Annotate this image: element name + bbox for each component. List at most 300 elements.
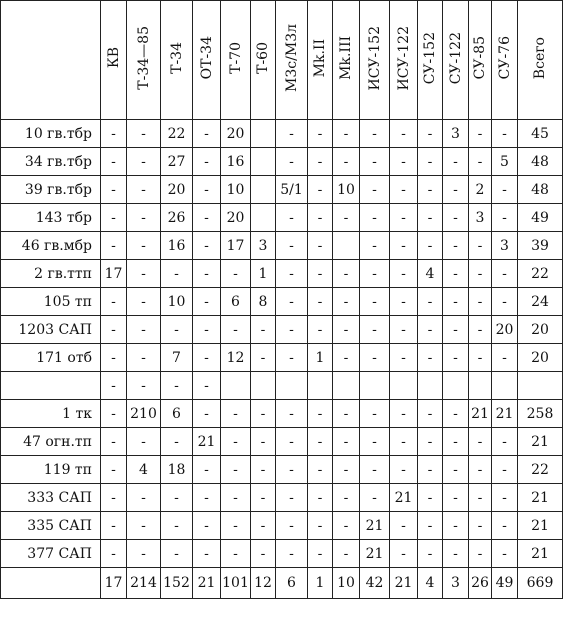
value-cell: - bbox=[276, 428, 308, 456]
value-cell: - bbox=[276, 232, 308, 260]
column-header bbox=[390, 1, 418, 120]
value-cell: - bbox=[308, 484, 333, 512]
value-cell: 4 bbox=[127, 456, 161, 484]
table-row bbox=[1, 148, 563, 176]
value-cell: 21 bbox=[360, 540, 390, 568]
total-cell: 42 bbox=[360, 568, 390, 599]
value-cell: - bbox=[221, 484, 251, 512]
unit-name-cell: 46 гв.мбр bbox=[1, 232, 101, 260]
column-header-label: Mk.II bbox=[312, 38, 328, 78]
value-cell: - bbox=[390, 512, 418, 540]
column-header-label: КВ bbox=[105, 47, 122, 69]
column-header bbox=[308, 1, 333, 120]
value-cell: 20 bbox=[221, 120, 251, 148]
value-cell: - bbox=[221, 456, 251, 484]
value-cell: - bbox=[418, 288, 443, 316]
value-cell: - bbox=[276, 512, 308, 540]
value-cell: - bbox=[443, 484, 469, 512]
table-row bbox=[1, 484, 563, 512]
unit-name-cell: 47 огн.тп bbox=[1, 428, 101, 456]
value-cell: 21 bbox=[492, 400, 518, 428]
value-cell: - bbox=[127, 288, 161, 316]
column-header-label: Т-60 bbox=[255, 42, 271, 74]
value-cell bbox=[251, 120, 276, 148]
value-cell: - bbox=[360, 176, 390, 204]
value-cell: - bbox=[276, 204, 308, 232]
value-cell: - bbox=[127, 148, 161, 176]
total-cell: 101 bbox=[221, 568, 251, 599]
value-cell: - bbox=[161, 260, 193, 288]
value-cell: - bbox=[443, 428, 469, 456]
value-cell: - bbox=[193, 232, 221, 260]
value-cell: - bbox=[360, 316, 390, 344]
table-row bbox=[1, 456, 563, 484]
value-cell: 6 bbox=[161, 400, 193, 428]
value-cell: - bbox=[127, 260, 161, 288]
value-cell: - bbox=[308, 540, 333, 568]
value-cell bbox=[443, 372, 469, 400]
value-cell: - bbox=[333, 400, 360, 428]
value-cell: - bbox=[390, 260, 418, 288]
value-cell: - bbox=[276, 456, 308, 484]
value-cell: - bbox=[469, 120, 492, 148]
value-cell: - bbox=[193, 288, 221, 316]
value-cell bbox=[251, 148, 276, 176]
value-cell bbox=[276, 372, 308, 400]
value-cell: 21 bbox=[518, 428, 563, 456]
table-row bbox=[1, 232, 563, 260]
value-cell: - bbox=[193, 120, 221, 148]
value-cell: - bbox=[390, 120, 418, 148]
value-cell: - bbox=[360, 428, 390, 456]
value-cell: - bbox=[418, 316, 443, 344]
value-cell: - bbox=[251, 316, 276, 344]
value-cell: - bbox=[443, 288, 469, 316]
value-cell: - bbox=[101, 288, 127, 316]
value-cell: 10 bbox=[221, 176, 251, 204]
value-cell: - bbox=[333, 344, 360, 372]
value-cell: - bbox=[360, 484, 390, 512]
column-header-label: Т-34—85 bbox=[135, 26, 152, 90]
total-cell: 4 bbox=[418, 568, 443, 599]
table-row bbox=[1, 204, 563, 232]
value-cell: - bbox=[492, 120, 518, 148]
total-cell: 26 bbox=[469, 568, 492, 599]
value-cell: 20 bbox=[161, 176, 193, 204]
column-header bbox=[193, 1, 221, 120]
value-cell: - bbox=[360, 148, 390, 176]
value-cell: 24 bbox=[518, 288, 563, 316]
value-cell: - bbox=[193, 344, 221, 372]
value-cell: - bbox=[333, 456, 360, 484]
value-cell: 20 bbox=[221, 204, 251, 232]
column-header-label: СУ-76 bbox=[496, 36, 513, 80]
value-cell bbox=[308, 372, 333, 400]
value-cell: - bbox=[333, 260, 360, 288]
value-cell bbox=[251, 176, 276, 204]
table-row bbox=[1, 120, 563, 148]
value-cell: 10 bbox=[161, 288, 193, 316]
value-cell: 22 bbox=[161, 120, 193, 148]
value-cell: - bbox=[418, 400, 443, 428]
value-cell: 8 bbox=[251, 288, 276, 316]
total-cell: 21 bbox=[390, 568, 418, 599]
value-cell: - bbox=[101, 484, 127, 512]
value-cell: - bbox=[469, 428, 492, 456]
totals-row bbox=[1, 568, 563, 599]
column-header-label: СУ-85 bbox=[472, 36, 488, 80]
unit-name-cell: 171 отб bbox=[1, 344, 101, 372]
value-cell bbox=[469, 372, 492, 400]
value-cell: - bbox=[469, 344, 492, 372]
value-cell: - bbox=[443, 204, 469, 232]
value-cell: - bbox=[360, 232, 390, 260]
column-header-label: Mk.III bbox=[338, 36, 354, 80]
value-cell: - bbox=[469, 540, 492, 568]
value-cell: - bbox=[418, 232, 443, 260]
value-cell: - bbox=[127, 512, 161, 540]
value-cell: 5 bbox=[492, 148, 518, 176]
value-cell bbox=[360, 372, 390, 400]
value-cell: - bbox=[360, 456, 390, 484]
value-cell: 3 bbox=[469, 204, 492, 232]
column-header bbox=[333, 1, 360, 120]
value-cell: 26 bbox=[161, 204, 193, 232]
value-cell: 7 bbox=[161, 344, 193, 372]
unit-name-cell: 119 тп bbox=[1, 456, 101, 484]
total-cell: 669 bbox=[518, 568, 563, 599]
value-cell: - bbox=[127, 344, 161, 372]
value-cell: - bbox=[127, 484, 161, 512]
value-cell: - bbox=[492, 456, 518, 484]
value-cell: - bbox=[101, 400, 127, 428]
value-cell: 2 bbox=[469, 176, 492, 204]
value-cell: - bbox=[193, 204, 221, 232]
column-header bbox=[492, 1, 518, 120]
value-cell: - bbox=[221, 316, 251, 344]
value-cell: - bbox=[360, 204, 390, 232]
table-row bbox=[1, 540, 563, 568]
value-cell: - bbox=[492, 484, 518, 512]
value-cell: - bbox=[418, 204, 443, 232]
value-cell: - bbox=[276, 400, 308, 428]
value-cell: 3 bbox=[492, 232, 518, 260]
column-header-label: ИСУ-122 bbox=[395, 25, 412, 91]
column-header bbox=[161, 1, 193, 120]
value-cell: - bbox=[333, 148, 360, 176]
value-cell: 5/1 bbox=[276, 176, 308, 204]
value-cell: - bbox=[193, 540, 221, 568]
value-cell: - bbox=[276, 344, 308, 372]
table-body bbox=[1, 120, 563, 599]
total-cell: 214 bbox=[127, 568, 161, 599]
unit-name-cell: 143 тбр bbox=[1, 204, 101, 232]
value-cell: - bbox=[333, 288, 360, 316]
value-cell: 45 bbox=[518, 120, 563, 148]
value-cell: - bbox=[101, 372, 127, 400]
table-row bbox=[1, 176, 563, 204]
value-cell: - bbox=[101, 456, 127, 484]
value-cell: - bbox=[101, 540, 127, 568]
value-cell: 18 bbox=[161, 456, 193, 484]
value-cell: - bbox=[221, 260, 251, 288]
value-cell: - bbox=[443, 316, 469, 344]
value-cell bbox=[251, 204, 276, 232]
value-cell: - bbox=[443, 260, 469, 288]
value-cell: - bbox=[333, 512, 360, 540]
column-header-label: Т-70 bbox=[227, 42, 244, 74]
value-cell: - bbox=[161, 316, 193, 344]
value-cell: 49 bbox=[518, 204, 563, 232]
table-row bbox=[1, 400, 563, 428]
value-cell: - bbox=[161, 428, 193, 456]
value-cell: - bbox=[443, 176, 469, 204]
unit-name-cell: 1 тк bbox=[1, 400, 101, 428]
value-cell: 21 bbox=[518, 540, 563, 568]
value-cell: 1 bbox=[308, 344, 333, 372]
value-cell: - bbox=[308, 148, 333, 176]
value-cell: - bbox=[127, 428, 161, 456]
value-cell: - bbox=[390, 540, 418, 568]
value-cell: - bbox=[127, 176, 161, 204]
column-header-label: СУ-122 bbox=[447, 31, 464, 85]
value-cell: - bbox=[276, 484, 308, 512]
value-cell: - bbox=[276, 316, 308, 344]
value-cell: - bbox=[443, 540, 469, 568]
unit-name-cell: 335 САП bbox=[1, 512, 101, 540]
value-cell: - bbox=[469, 148, 492, 176]
value-cell: - bbox=[221, 540, 251, 568]
value-cell: - bbox=[221, 428, 251, 456]
value-cell: - bbox=[390, 316, 418, 344]
table-row bbox=[1, 288, 563, 316]
value-cell: - bbox=[333, 540, 360, 568]
value-cell: 39 bbox=[518, 232, 563, 260]
value-cell: - bbox=[251, 512, 276, 540]
value-cell: - bbox=[101, 344, 127, 372]
header-row bbox=[1, 1, 563, 120]
value-cell: - bbox=[308, 176, 333, 204]
total-cell: 10 bbox=[333, 568, 360, 599]
value-cell: - bbox=[101, 428, 127, 456]
value-cell: 21 bbox=[390, 484, 418, 512]
value-cell: - bbox=[193, 176, 221, 204]
value-cell: - bbox=[221, 400, 251, 428]
unit-name-cell: 39 гв.тбр bbox=[1, 176, 101, 204]
value-cell: - bbox=[333, 316, 360, 344]
value-cell: - bbox=[101, 120, 127, 148]
value-cell: - bbox=[418, 148, 443, 176]
value-cell bbox=[333, 372, 360, 400]
value-cell: - bbox=[308, 204, 333, 232]
value-cell: - bbox=[469, 260, 492, 288]
value-cell: - bbox=[193, 372, 221, 400]
value-cell: - bbox=[390, 428, 418, 456]
unit-name-cell: 34 гв.тбр bbox=[1, 148, 101, 176]
table-row bbox=[1, 372, 563, 400]
value-cell: 10 bbox=[333, 176, 360, 204]
total-cell: 1 bbox=[308, 568, 333, 599]
column-header-label: ОТ-34 bbox=[198, 36, 215, 80]
value-cell: - bbox=[492, 540, 518, 568]
column-header bbox=[443, 1, 469, 120]
value-cell: - bbox=[492, 176, 518, 204]
total-cell: 17 bbox=[101, 568, 127, 599]
column-header-label: СУ-152 bbox=[422, 31, 438, 85]
value-cell: - bbox=[443, 456, 469, 484]
value-cell: - bbox=[308, 456, 333, 484]
value-cell: - bbox=[193, 456, 221, 484]
unit-name-cell: 377 САП bbox=[1, 540, 101, 568]
value-cell: - bbox=[418, 540, 443, 568]
value-cell: - bbox=[469, 456, 492, 484]
value-cell: - bbox=[161, 512, 193, 540]
value-cell: - bbox=[276, 260, 308, 288]
value-cell: - bbox=[193, 260, 221, 288]
value-cell: - bbox=[276, 120, 308, 148]
value-cell: - bbox=[469, 232, 492, 260]
value-cell: 3 bbox=[443, 120, 469, 148]
column-header bbox=[251, 1, 276, 120]
value-cell: - bbox=[390, 176, 418, 204]
table-row bbox=[1, 260, 563, 288]
value-cell: - bbox=[308, 512, 333, 540]
value-cell: - bbox=[127, 372, 161, 400]
value-cell: - bbox=[469, 316, 492, 344]
value-cell: 21 bbox=[360, 512, 390, 540]
value-cell: 21 bbox=[193, 428, 221, 456]
value-cell: - bbox=[127, 316, 161, 344]
value-cell: - bbox=[469, 288, 492, 316]
value-cell: - bbox=[101, 148, 127, 176]
value-cell: - bbox=[221, 512, 251, 540]
value-cell: 22 bbox=[518, 260, 563, 288]
value-cell: 4 bbox=[418, 260, 443, 288]
value-cell: - bbox=[418, 484, 443, 512]
value-cell: - bbox=[360, 344, 390, 372]
column-header bbox=[469, 1, 492, 120]
value-cell: 27 bbox=[161, 148, 193, 176]
value-cell: - bbox=[492, 204, 518, 232]
column-header bbox=[101, 1, 127, 120]
column-header-label: М3с/М3л bbox=[283, 24, 300, 92]
value-cell: - bbox=[127, 232, 161, 260]
value-cell: - bbox=[333, 484, 360, 512]
column-header bbox=[518, 1, 563, 120]
value-cell: - bbox=[469, 512, 492, 540]
value-cell: 20 bbox=[518, 316, 563, 344]
value-cell: - bbox=[308, 232, 333, 260]
value-cell: - bbox=[443, 400, 469, 428]
column-header-label: Т-34 bbox=[168, 42, 185, 74]
value-cell: - bbox=[492, 260, 518, 288]
value-cell: - bbox=[390, 288, 418, 316]
value-cell: - bbox=[101, 232, 127, 260]
value-cell: - bbox=[101, 316, 127, 344]
value-cell: - bbox=[492, 512, 518, 540]
value-cell: - bbox=[443, 148, 469, 176]
value-cell: 1 bbox=[251, 260, 276, 288]
value-cell: - bbox=[127, 204, 161, 232]
value-cell: - bbox=[418, 120, 443, 148]
value-cell bbox=[418, 372, 443, 400]
value-cell: - bbox=[276, 540, 308, 568]
total-cell: 152 bbox=[161, 568, 193, 599]
table-row bbox=[1, 344, 563, 372]
value-cell: - bbox=[360, 400, 390, 428]
value-cell: - bbox=[390, 148, 418, 176]
value-cell: - bbox=[193, 400, 221, 428]
column-header-label: ИСУ-152 bbox=[366, 25, 383, 91]
column-header bbox=[360, 1, 390, 120]
value-cell: - bbox=[127, 540, 161, 568]
value-cell: - bbox=[418, 456, 443, 484]
value-cell: 6 bbox=[221, 288, 251, 316]
value-cell: - bbox=[443, 512, 469, 540]
value-cell: - bbox=[308, 316, 333, 344]
value-cell: - bbox=[101, 512, 127, 540]
value-cell: - bbox=[390, 232, 418, 260]
value-cell: - bbox=[333, 120, 360, 148]
value-cell: - bbox=[251, 456, 276, 484]
value-cell bbox=[333, 232, 360, 260]
unit-name-cell: 333 САП bbox=[1, 484, 101, 512]
value-cell: - bbox=[127, 120, 161, 148]
value-cell: - bbox=[418, 176, 443, 204]
value-cell: 17 bbox=[101, 260, 127, 288]
value-cell: - bbox=[390, 344, 418, 372]
value-cell: - bbox=[390, 204, 418, 232]
value-cell: - bbox=[418, 344, 443, 372]
value-cell: - bbox=[360, 260, 390, 288]
value-cell: - bbox=[276, 288, 308, 316]
value-cell: 48 bbox=[518, 176, 563, 204]
value-cell: - bbox=[308, 288, 333, 316]
value-cell: - bbox=[443, 344, 469, 372]
value-cell: 12 bbox=[221, 344, 251, 372]
value-cell: - bbox=[443, 232, 469, 260]
value-cell: - bbox=[161, 484, 193, 512]
value-cell: - bbox=[308, 428, 333, 456]
value-cell: 20 bbox=[492, 316, 518, 344]
value-cell: - bbox=[469, 484, 492, 512]
unit-name-cell: 2 гв.ттп bbox=[1, 260, 101, 288]
totals-label-cell bbox=[1, 568, 101, 599]
column-header bbox=[276, 1, 308, 120]
value-cell: - bbox=[308, 260, 333, 288]
value-cell: - bbox=[308, 400, 333, 428]
value-cell: - bbox=[193, 484, 221, 512]
value-cell: - bbox=[492, 288, 518, 316]
value-cell: - bbox=[251, 428, 276, 456]
value-cell: - bbox=[193, 512, 221, 540]
total-cell: 49 bbox=[492, 568, 518, 599]
value-cell: 3 bbox=[251, 232, 276, 260]
value-cell: - bbox=[193, 316, 221, 344]
value-cell: - bbox=[360, 288, 390, 316]
table-row bbox=[1, 316, 563, 344]
value-cell: - bbox=[161, 540, 193, 568]
total-cell: 12 bbox=[251, 568, 276, 599]
value-cell: 210 bbox=[127, 400, 161, 428]
column-header-label: Всего bbox=[532, 36, 548, 80]
value-cell: - bbox=[390, 456, 418, 484]
value-cell: 258 bbox=[518, 400, 563, 428]
value-cell bbox=[518, 372, 563, 400]
value-cell: - bbox=[193, 148, 221, 176]
table-row bbox=[1, 512, 563, 540]
total-cell: 6 bbox=[276, 568, 308, 599]
